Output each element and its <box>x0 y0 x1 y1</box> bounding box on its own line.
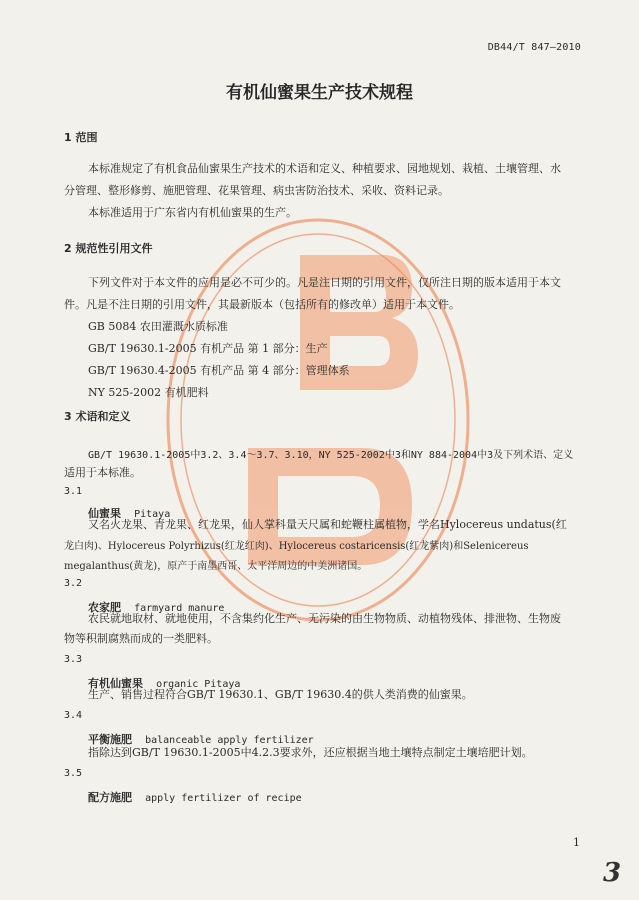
term-name-cn: 农家肥 <box>88 601 121 614</box>
document-code: DB44/T 847—2010 <box>487 42 581 53</box>
term-number: 3.1 <box>64 486 83 497</box>
section-2-para-1a: 下列文件对于本文件的应用是必不可少的。凡是注日期的引用文件，仅所注日期的版本适用于本文 <box>88 276 561 289</box>
section-2-heading: 2 规范性引用文件 <box>64 242 153 255</box>
section-3-intro-a: GB/T 19630.1-2005中3.2、3.4～3.7、3.10，NY 525-2002中3和NY 884-2004中3及下列术语、定义 <box>88 450 574 461</box>
section-3-heading: 3 术语和定义 <box>64 410 131 423</box>
corner-page-mark: 3 <box>603 858 622 888</box>
term-name-en: organic Pitaya <box>156 679 241 690</box>
term-name-en: balanceable apply fertilizer <box>145 735 314 746</box>
section-1-para-2: 本标准适用于广东省内有机仙蜜果的生产。 <box>88 206 297 219</box>
term-name-cn: 仙蜜果 <box>88 507 121 520</box>
term-definition: 物等积制腐熟而成的一类肥料。 <box>64 632 218 645</box>
term-number: 3.5 <box>64 768 83 779</box>
page-title: 有机仙蜜果生产技术规程 <box>226 83 413 103</box>
term-number: 3.4 <box>64 710 83 721</box>
term-definition: megalanthus(黄龙)，原产于南墨西哥、太平洋周边的中美洲诸国。 <box>64 561 368 572</box>
term-number: 3.2 <box>64 578 83 589</box>
term-name-cn: 配方施肥 <box>88 791 132 804</box>
term-definition: 指除达到GB/T 19630.1-2005中4.2.3要求外，还应根据当地土壤特点制定土壤培肥计划。 <box>88 746 533 759</box>
term-name-en: apply fertilizer of recipe <box>145 793 302 804</box>
term-definition: 农民就地取材、就地使用，不含集约化生产、无污染的由生物物质、动植物残体、排泄物、生物废 <box>88 612 561 625</box>
term-title <box>88 786 302 805</box>
reference-item: NY 525-2002 有机肥料 <box>88 386 209 399</box>
section-3-intro-b: 适用于本标准。 <box>64 466 141 479</box>
term-number: 3.3 <box>64 654 83 665</box>
term-name-cn: 平衡施肥 <box>88 733 132 746</box>
section-1-heading: 1 范围 <box>64 131 98 144</box>
section-1-para-1a: 本标准规定了有机食品仙蜜果生产技术的术语和定义、种植要求、园地规划、栽植、土壤管理、水 <box>88 162 561 175</box>
term-definition: 又名火龙果、青龙果、红龙果，仙人掌科量天尺属和蛇鞭柱属植物，学名Hylocereus undatus(红 <box>88 518 567 531</box>
section-2-para-1b: 件。凡是不注日期的引用文件，其最新版本（包括所有的修改单）适用于本文件。 <box>64 298 460 311</box>
page-number: 1 <box>573 836 580 849</box>
reference-item: GB 5084 农田灌溉水质标准 <box>88 320 228 333</box>
section-1-para-1b: 分管理、整形修剪、施肥管理、花果管理、病虫害防治技术、采收、资料记录。 <box>64 184 449 197</box>
reference-item: GB/T 19630.4-2005 有机产品 第 4 部分：管理体系 <box>88 364 350 377</box>
reference-item: GB/T 19630.1-2005 有机产品 第 1 部分：生产 <box>88 342 328 355</box>
term-name-cn: 有机仙蜜果 <box>88 677 143 690</box>
term-definition: 龙白肉)、Hylocereus Polyrhizus(红龙红肉)、Hylocereus costaricensis(红龙紫肉)和Selenicereus <box>64 541 529 552</box>
term-name-en: farmyard manure <box>134 603 225 614</box>
term-definition: 生产、销售过程符合GB/T 19630.1、GB/T 19630.4的供人类消费的仙蜜果。 <box>88 688 473 701</box>
term-name-en: Pitaya <box>134 509 171 520</box>
